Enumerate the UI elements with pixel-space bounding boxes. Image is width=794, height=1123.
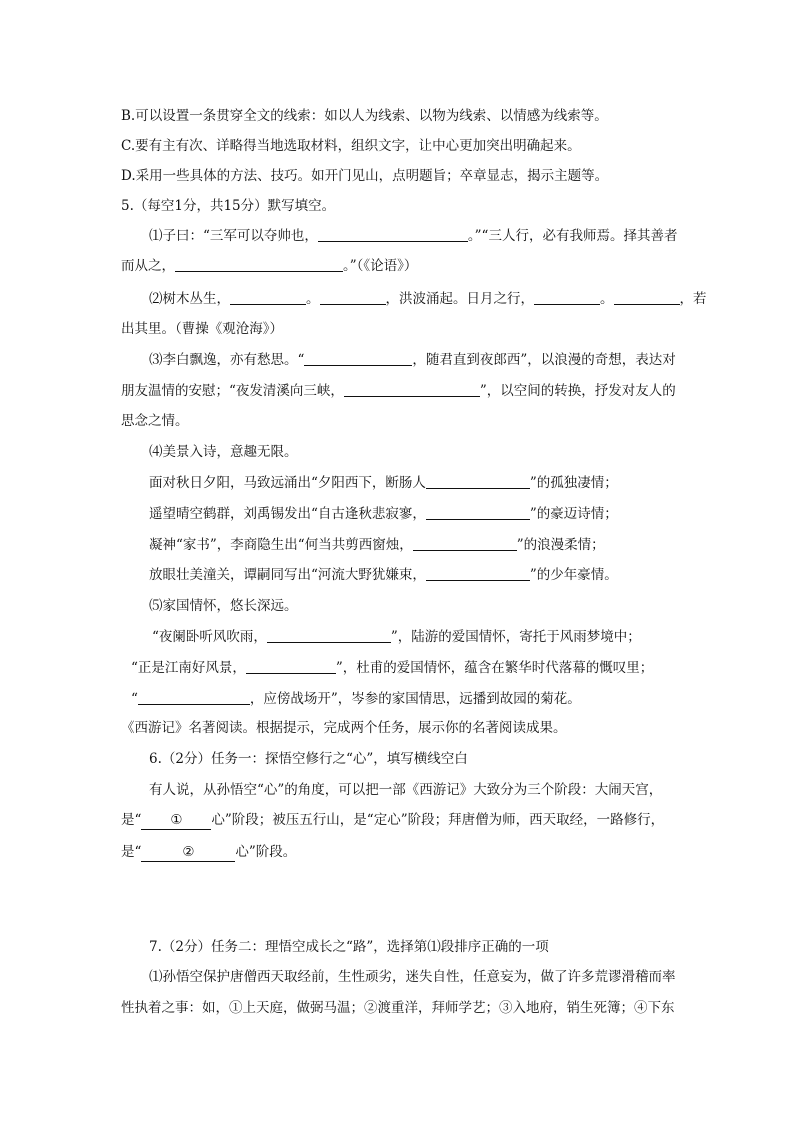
option-c: C.要有主有次、详略得当地选取材料，组织文字，让中心更加突出明确起来。 — [121, 138, 581, 154]
q5-item3-line1: ⑶李白飘逸，亦有愁思。“ ，随君直到夜郎西”，以浪漫的奇想，表达对 — [149, 352, 676, 368]
q7-line2: 性执着之事：如，①上天庭，做弼马温；②渡重洋，拜师学艺；③入地府，销生死簿；④下东 — [121, 1000, 675, 1016]
answer-blank-2[interactable]: ② — [141, 843, 235, 862]
answer-blank[interactable] — [246, 659, 336, 674]
q5-item5-line3: “ ，应傍战场开”，岑参的家国情思，远播到故园的菊花。 — [131, 691, 581, 707]
q5-item3-line2: 朋友温情的安慰；“夜发清溪向三峡， ”，以空间的转换，抒发对友人的 — [121, 383, 676, 399]
question-7-heading: 7.（2分）任务二：理悟空成长之“路”，选择第⑴段排序正确的一项 — [149, 939, 549, 955]
question-6-heading: 6.（2分）任务一：探悟空修行之“心”，填写横线空白 — [149, 751, 468, 767]
answer-blank-1[interactable]: ① — [141, 811, 211, 830]
q5-item1-line2: 而从之， 。”（《论语》） — [121, 258, 418, 274]
q5-item5-line2: “正是江南好风景， ”，杜甫的爱国情怀，蕴含在繁华时代落幕的慨叹里； — [131, 660, 654, 676]
answer-blank[interactable] — [304, 351, 412, 366]
q5-item5-line1: “夜阑卧听风吹雨， ”，陆游的爱国情怀，寄托于风雨梦境中； — [152, 629, 641, 645]
answer-blank[interactable] — [138, 690, 250, 705]
answer-blank[interactable] — [267, 628, 391, 643]
q5-item2-line1: ⑵树木丛生， 。 ，洪波涌起。日月之行， 。 ，若 — [149, 291, 707, 307]
q6-line2: 是“ ① 心”阶段；被压五行山，是“定心”阶段；拜唐僧为师，西天取经，一路修行， — [121, 812, 665, 828]
xiyouji-intro: 《西游记》名著阅读。根据提示，完成两个任务，展示你的名著阅读成果。 — [121, 720, 567, 736]
answer-blank[interactable] — [175, 257, 343, 272]
answer-blank[interactable] — [614, 290, 680, 305]
answer-blank[interactable] — [230, 290, 306, 305]
answer-blank[interactable] — [320, 290, 386, 305]
q5-item5-heading: ⑸家国情怀，悠长深远。 — [149, 598, 298, 614]
answer-blank[interactable] — [413, 536, 517, 551]
answer-blank[interactable] — [426, 505, 530, 520]
question-5-heading: 5.（每空1分，共15分）默写填空。 — [121, 198, 336, 214]
q5-item1-line1: ⑴子曰：“三军可以夺帅也， 。”“三人行，必有我师焉。择其善者 — [149, 228, 678, 244]
q5-item4-line4: 放眼壮美潼关，谭嗣同写出“河流大野犹嫌束， ”的少年豪情。 — [149, 567, 618, 583]
q6-line3: 是“ ② 心”阶段。 — [121, 844, 297, 860]
q5-item4-line1: 面对秋日夕阳，马致远涌出“夕阳西下，断肠人 ”的孤独凄情； — [149, 475, 618, 491]
q5-item3-line3: 思念之情。 — [121, 413, 189, 429]
answer-blank[interactable] — [318, 227, 468, 242]
q5-item4-line3: 凝神“家书”，李商隐生出“何当共剪西窗烛， ”的浪漫柔情； — [149, 537, 605, 553]
answer-blank[interactable] — [534, 290, 600, 305]
answer-blank[interactable] — [426, 566, 530, 581]
option-b: B.可以设置一条贯穿全文的线索：如以人为线索、以物为线索、以情感为线索等。 — [121, 108, 608, 124]
q5-item2-line2: 出其里。（曹操《观沧海》） — [121, 321, 283, 337]
q5-item4-line2: 遥望晴空鹤群，刘禹锡发出“自古逢秋悲寂寥， ”的豪迈诗情； — [149, 506, 618, 522]
q6-line1: 有人说，从孙悟空“心”的角度，可以把一部《西游记》大致分为三个阶段：大闹天宫， — [149, 782, 663, 798]
q7-line1: ⑴孙悟空保护唐僧西天取经前，生性顽劣，迷失自性，任意妄为，做了许多荒谬滑稽而率 — [149, 969, 676, 985]
answer-blank[interactable] — [344, 382, 480, 397]
answer-blank[interactable] — [426, 474, 530, 489]
option-d: D.采用一些具体的方法、技巧。如开门见山，点明题旨；卒章显志，揭示主题等。 — [121, 168, 609, 184]
q5-item4-heading: ⑷美景入诗，意趣无限。 — [149, 444, 298, 460]
